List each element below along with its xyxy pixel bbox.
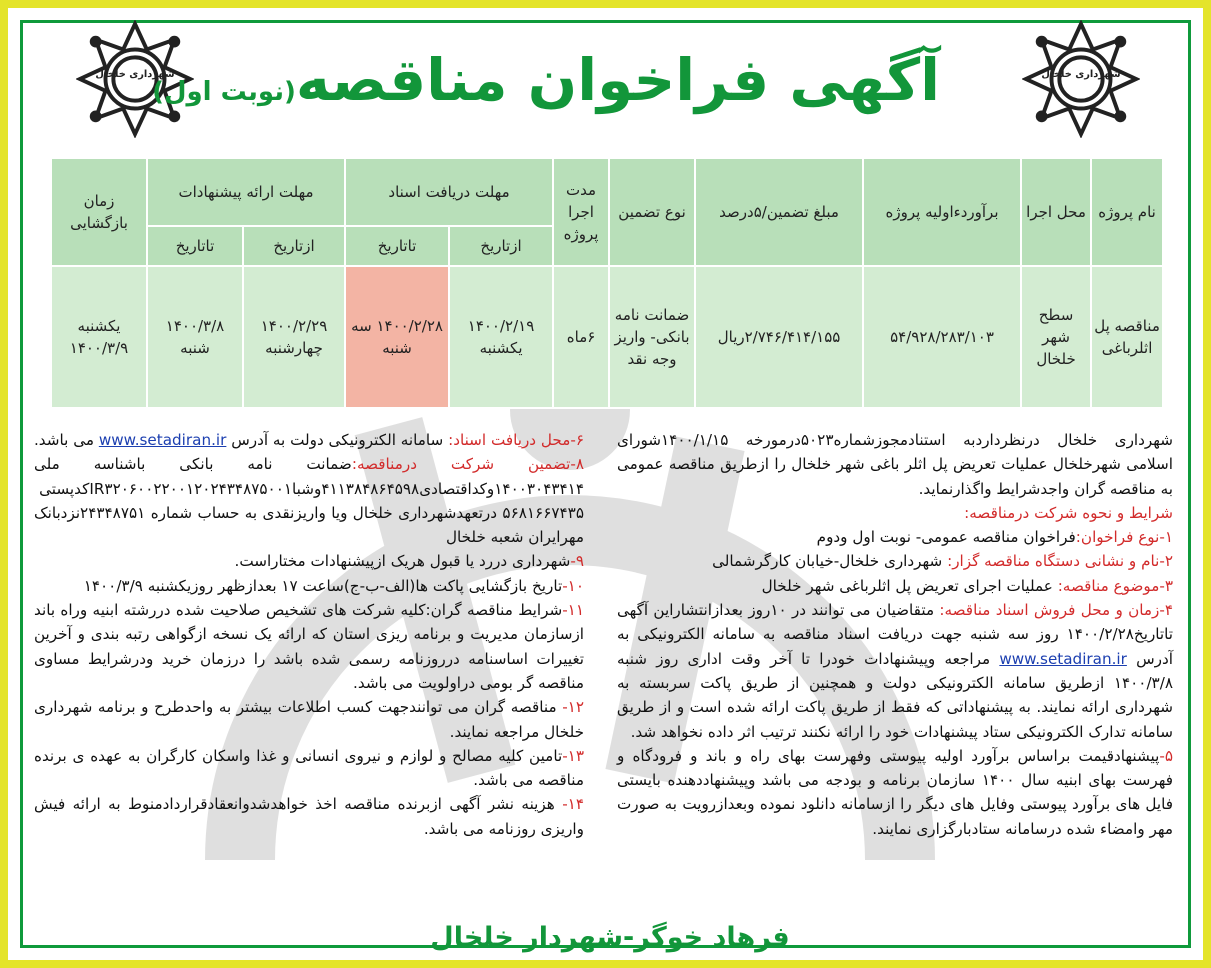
item-11-label: ۱۱- [562, 601, 584, 620]
cell-guarantee-amount: ۲/۷۴۶/۴۱۴/۱۵۵ریال [695, 266, 863, 408]
cell-guarantee-type: ضمانت نامه بانکی- واریز وجه نقد [609, 266, 695, 408]
item-4-text-a: متقاضیان می توانند در ۱۰روز بعدازانتشاراین آگهی تاتاریخ۱۴۰۰/۲/۲۸ روز سه شنبه جهت دریافت اسناد مناقصه به سامانه الکترونیکی به آدرس [617, 601, 1173, 668]
item-1-label: ۱-نوع فراخوان: [1075, 528, 1173, 547]
cell-project-name: مناقصه پل اثلرباغی [1091, 266, 1163, 408]
conditions-column-right [617, 428, 1173, 841]
item-3-text: عملیات اجرای تعریض پل اثلرباغی شهر خلخال [761, 576, 1058, 595]
title-main: آگهی فراخوان مناقصه [295, 46, 940, 114]
cell-offer-from: ۱۴۰۰/۲/۲۹ چهارشنبه [243, 266, 345, 408]
header-opening: زمان بازگشایی [51, 158, 147, 266]
cell-offer-to: ۱۴۰۰/۳/۸ شنبه [147, 266, 243, 408]
item-4-text-b: مراجعه وپیشنهادات خودرا تا آخر وقت اداری روز شنبه ۱۴۰۰/۳/۸ ازطریق سامانه الکترونیکی دولت و همچنین از طریق پاکت سربسته به شهرداری ارائه نمایند. به پیشنهاداتی که فقط از طریق پاکت ارائه شده است و از طریق سامانه تدارک الکترونیکی ستاد پیشنهادات خود را ارائه نکنند ترتیب اثر داده نخواهد شد. [617, 649, 1173, 741]
item-13 [34, 744, 584, 793]
item-6-label: ۶-محل دریافت اسناد: [448, 431, 584, 449]
cell-estimate: ۵۴/۹۲۸/۲۸۳/۱۰۳ [863, 266, 1021, 408]
tender-table [50, 157, 1164, 409]
item-5-label: ۵- [1159, 746, 1173, 765]
item-4 [617, 598, 1173, 744]
cell-opening: یکشنبه ۱۴۰۰/۳/۹ [51, 266, 147, 408]
item-12-text: مناقصه گران می توانندجهت کسب اطلاعات بیشتر به واحدطرح و برنامه شهرداری خلخال مراجعه نمایند. [34, 698, 584, 741]
header-offer-to: تاتاریخ [147, 226, 243, 266]
conditions-column-left [34, 428, 584, 841]
setadiran-link[interactable]: www.setadiran.ir [98, 431, 227, 449]
item-2-text: شهرداری خلخال-خیابان کارگرشمالی [712, 552, 948, 571]
logo-text: شهرداری خلخال [95, 69, 175, 81]
cell-location: سطح شهر خلخال [1021, 266, 1091, 408]
item-2-label: ۲-نام و نشانی دستگاه مناقصه گزار: [947, 552, 1173, 571]
mayor-signature: فرهاد خوگر-شهردار خلخال [430, 922, 790, 953]
page-title [152, 46, 940, 114]
header-doc-deadline: مهلت دریافت اسناد [345, 158, 553, 226]
item-1 [617, 525, 1173, 549]
item-6-tail: می باشد. [33, 431, 99, 449]
item-9-label: ۹- [570, 552, 584, 571]
title-sub: (نوبت اول) [152, 77, 296, 107]
item-10-text: تاریخ بازگشایی پاکت ها(الف-ب-ج)ساعت ۱۷ بعدازظهر روزیکشنبه ۱۴۰۰/۳/۹ [83, 576, 563, 595]
municipality-logo-right [1022, 20, 1140, 138]
item-8-label: ۸-تضمین شرکت درمناقصه: [351, 455, 585, 474]
item-1-text: فراخوان مناقصه عمومی- نوبت اول ودوم [816, 528, 1076, 547]
cell-duration: ۶ماه [553, 266, 609, 408]
item-3 [617, 574, 1173, 598]
item-14-text: هزینه نشر آگهی ازبرنده مناقصه اخذ خواهدشدوانعقادقراردادمنوط به ارائه فیش واریزی روزنامه می باشد. [34, 795, 584, 838]
item-5-text: پیشنهادقیمت براساس برآورد اولیه پیوستی وفهرست بهای راه و باند و فرودگاه و فهرست بهای ابنیه سال ۱۴۰۰ سازمان برنامه و بودجه می باشد وپیشنهاددهنده بایستی فایل های برآورد پیوستی وفایل های دیگر را ازسامانه دانلود نموده وبعدازرویت به صورت مهر وامضاء شده درسامانه ستادبارگزاری نمایند. [617, 746, 1173, 838]
intro-paragraph: شهرداری خلخال درنظرداردبه استنادمجوزشماره۵۰۲۳درمورخه ۱۴۰۰/۱/۱۵شورای اسلامی شهرخلخال عملیات تعریض پل اثلر باغی شهر خلخال را ازطریق مناقصه عمومی به مناقصه گران واجدشرایط واگذارنماید. [617, 431, 1173, 498]
header-duration: مدت اجرا پروژه [553, 158, 609, 266]
item-2 [617, 549, 1173, 573]
item-4-label: ۴-زمان و محل فروش اسناد مناقصه: [939, 601, 1173, 620]
cell-doc-from: ۱۴۰۰/۲/۱۹ یکشنبه [449, 266, 553, 408]
item-11-text: شرایط مناقصه گران:کلیه شرکت های تشخیص صلاحیت شده دررشته ابنیه وراه باند ازسازمان مدیریت و برنامه ریزی استان که ارائه یک نسخه ازگواهی رتبه بندی و آخرین تغییرات اساسنامه درروزنامه رسمی شده باشد را درزمان خرید ودرشرایط مساوی مناقصه گر بومی دراولویت می باشد. [34, 601, 584, 692]
item-9-text: شهرداری دررد یا قبول هریک ازپیشنهادات مختاراست. [234, 552, 571, 571]
item-12 [34, 695, 584, 744]
item-10-label: ۱۰- [562, 576, 584, 595]
item-8-text: ضمانت نامه بانکی باشناسه ملی ۱۴۰۰۳۰۴۳۴۱۴وکداقتصادی۴۱۱۳۸۴۸۶۴۵۹۸وشباIR۳۲۰۶۰۰۲۲۰۰۱۲۰۲۴۳۴۸۷۵۰۰۱کدپستی ۵۶۸۱۶۶۷۴۳۵ درتعهدشهرداری خلخال ویا واریزنقدی به حساب شماره ۲۴۳۴۸۷۵۱نزدبانک مهرایران شعبه خلخال [34, 455, 584, 547]
item-14-label: ۱۴- [562, 795, 584, 814]
cell-doc-to: ۱۴۰۰/۲/۲۸ سه شنبه [345, 266, 449, 408]
item-3-label: ۳-موضوع مناقصه: [1057, 576, 1173, 595]
table-row [51, 266, 1163, 408]
item-11 [34, 598, 584, 695]
item-12-label: ۱۲- [562, 698, 584, 717]
conditions-heading: شرایط و نحوه شرکت درمناقصه: [964, 503, 1173, 522]
item-13-text: تامین کلیه مصالح و لوازم و نیروی انسانی و غذا واسکان کارگران به عهده ی برنده مناقصه می باشد. [34, 746, 584, 790]
item-10 [34, 574, 584, 598]
setadiran-link[interactable]: www.setadiran.ir [999, 649, 1127, 668]
item-5 [617, 744, 1173, 841]
item-14 [34, 792, 584, 841]
item-9 [34, 549, 584, 573]
logo-text: شهرداری خلخال [1041, 69, 1121, 81]
item-6-text: سامانه الکترونیکی دولت به آدرس [226, 431, 449, 449]
header-offer-from: ازتاریخ [243, 226, 345, 266]
header-project-name: نام پروژه [1091, 158, 1163, 266]
header-estimate: برآوردءاولیه پروژه [863, 158, 1021, 266]
item-8 [34, 452, 584, 549]
header-guarantee-amount: مبلغ تضمین/۵درصد [695, 158, 863, 266]
header-location: محل اجرا [1021, 158, 1091, 266]
item-6 [34, 428, 584, 452]
header-doc-from: ازتاریخ [449, 226, 553, 266]
item-13-label: ۱۳- [562, 746, 584, 765]
header-guarantee-type: نوع تضمین [609, 158, 695, 266]
header-offer-deadline: مهلت ارائه پیشنهادات [147, 158, 345, 226]
header-doc-to: تاتاریخ [345, 226, 449, 266]
